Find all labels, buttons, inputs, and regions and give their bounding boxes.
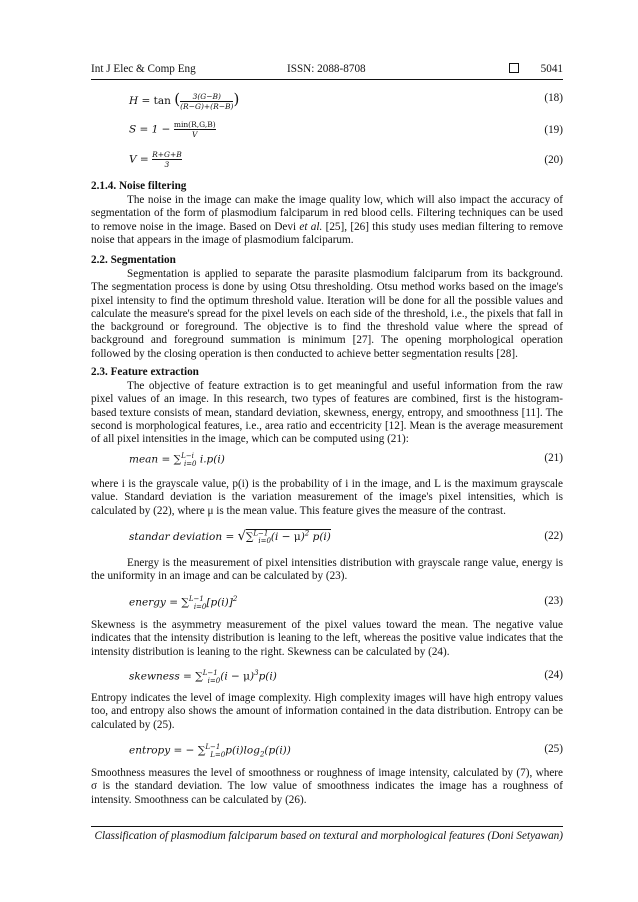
equation-22-number: (22) [544,530,563,542]
equation-22-formula: standar deviation = $√\sum^{L-1}_{i=0}(i - \mu)^2$ p(i) [129,529,331,546]
checkbox-square-icon [509,63,519,73]
page-number-block [509,63,563,75]
equation-23 [91,592,563,614]
equation-22 [91,526,563,550]
equation-25-formula: entropy = − $\sum^{L-1}_{L=0}p(i)\log_2(p(i))$ [129,743,291,759]
paragraph-feature-extraction-5: Entropy indicates the level of image complexity. High complexity images will have high entropy values too, and entropy also shows the amount of information contained in the data distribution. Entropy can be calculated by (25). [91,692,563,731]
footer-rule [91,826,563,827]
journal-name: Int J Elec & Comp Eng [91,63,196,75]
paragraph-feature-extraction-2: where i is the grayscale value, p(i) is the probability of i in the image, and L is the maximum grayscale value. Standard deviation is the variation measurement of the image's pixel intensities, which is calculated by (22), where μ is the mean value. This feature gives the measure of the contrast. [91,478,563,517]
paragraph-segmentation: Segmentation is applied to separate the parasite plasmodium falciparum from its background. The segmentation process is done by using Otsu thresholding. Otsu method works based on the image's pixel intensity to find the optimum threshold value. Iteration will be done for all the possible values and calculate the measure's spread for the pixel levels on each side of the threshold, i.e., the pixels that fall in the background or foreground. The objective is to find the threshold value where the spread of background and foreground summation is minimum [27]. The opening morphological operation followed by the closing operation is then conducted to achieve better segmentation results [28]. [91,268,563,360]
equation-21 [91,449,563,471]
equation-24-formula: skewness = $\sum^{L-1}_{i=0}(i - \mu)^3p(i)$ [129,669,277,685]
equation-23-number: (23) [544,595,563,607]
running-header [91,63,563,79]
noise-text-etal: et al. [299,220,323,233]
equation-19 [91,118,563,142]
page-number: 5041 [540,63,563,75]
paragraph-feature-extraction-3: Energy is the measurement of pixel intensities distribution with grayscale range value, energy is the uniformity in an image and can be calculated by (23). [91,557,563,583]
equation-21-formula: mean = ∑$^{L-i}_{i=0}$ i.p(i) [129,452,225,468]
equation-23-formula: energy = $\sum^{L-1}_{i=0}[p(i)]^2$ [129,595,238,611]
noise-text-a: The noise in the image can make the image quality low, which will also impact the accuracy of segmentation of the form of plasmodium falciparum in red blood cells. Filtering techniques can be used to remove noise in the image. Based on Devi [91,194,563,233]
equation-25-number: (25) [544,743,563,755]
equation-21-number: (21) [544,452,563,464]
noise-text-b: [25], [26] this study uses median filtering to remove noise that appears in the image of plasmodium falciparum. [91,220,564,246]
equation-24 [91,666,563,688]
header-rule [91,79,563,80]
heading-noise-filtering: 2.1.4. Noise filtering [91,180,187,192]
equation-18-formula: H = tan ( $\frac{3(G-B)}{(R-G)+(R-B)}$ ) [129,90,240,111]
paragraph-feature-extraction-4: Skewness is the asymmetry measurement of the pixel values toward the mean. The negative value indicates that the intensity distribution is leaning to the left, whereas the positive value indicates that the intensity distribution is leaning to the right. Skewness can be calculated by (24). [91,619,563,658]
equation-18 [91,86,563,112]
equation-25 [91,740,563,762]
equation-18-number: (18) [544,92,563,104]
equation-20-number: (20) [544,154,563,166]
equation-20-formula: V = $\frac{R+G+B}{3}$ [129,150,182,169]
heading-feature-extraction: 2.3. Feature extraction [91,366,199,378]
heading-segmentation: 2.2. Segmentation [91,254,176,266]
paragraph-feature-extraction-6: Smoothness measures the level of smoothness or roughness of image intensity, calculated by (7), where σ is the standard deviation. The low value of smoothness indicates the image has a roughness of intensity. Smoothness can be calculated by (26). [91,767,563,806]
paragraph-feature-extraction-1: The objective of feature extraction is to get meaningful and useful information from the raw pixel values of an image. In this research, two types of features are combined, first is the histogram-based texture consists of mean, standard deviation, skewness, energy, entropy, and smoothness [11]. The second is morphological features, i.e., area ratio and eccentricity [12]. Mean is the average measurement of all pixel intensities in the image, which can be computed using (21): [91,380,563,446]
running-footer: Classification of plasmodium falciparum based on textural and morphological features (Doni Setyawan) [94,830,563,842]
issn: ISSN: 2088-8708 [287,63,366,75]
paragraph-noise-filtering [91,194,563,247]
equation-19-formula: S = 1 − $\frac{\min(R,G,B)}{V}$ [129,120,216,139]
equation-20 [91,148,563,172]
equation-19-number: (19) [544,124,563,136]
equation-24-number: (24) [544,669,563,681]
